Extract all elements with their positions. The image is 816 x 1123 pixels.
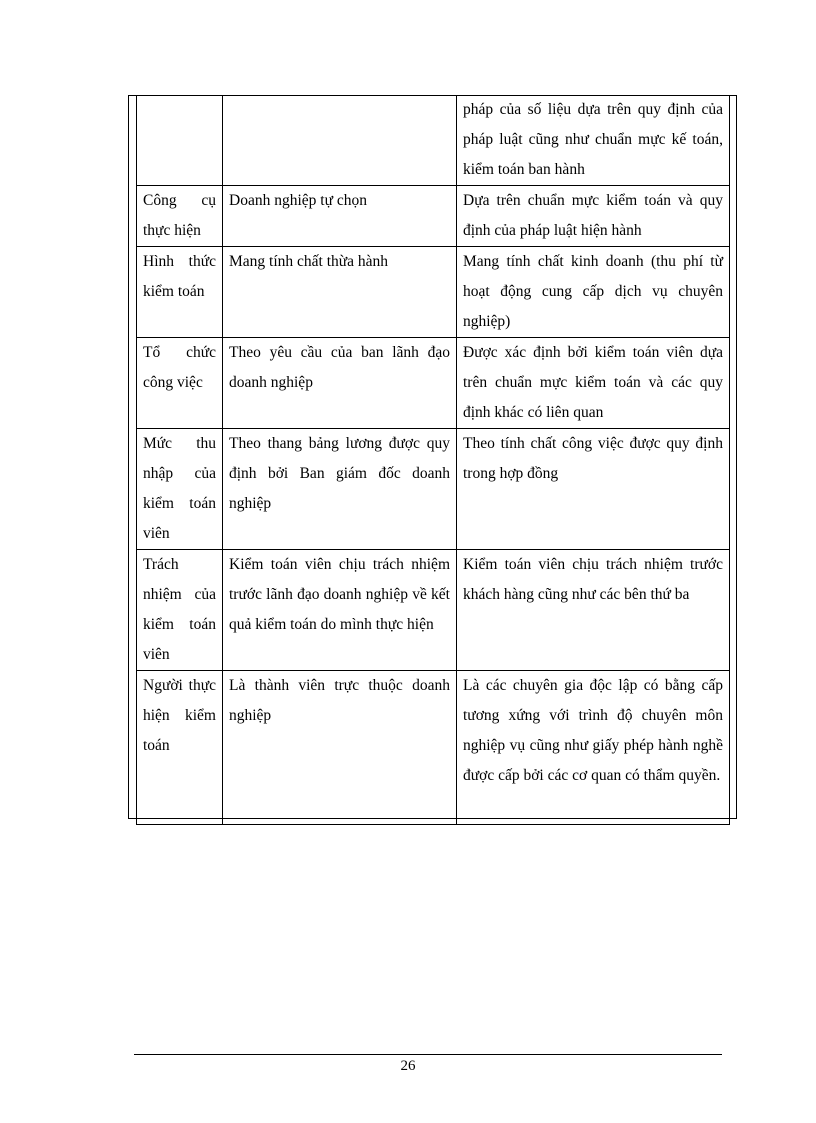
footer-divider (134, 1054, 722, 1055)
cell-independent-audit: Kiểm toán viên chịu trách nhiệm trước khách hàng cũng như các bên thứ ba (457, 550, 730, 671)
table-row (137, 247, 730, 338)
cell-independent-audit: Được xác định bởi kiểm toán viên dựa trên chuẩn mực kiểm toán và các quy định khác có liên quan (457, 338, 730, 429)
table-row (137, 429, 730, 550)
cell-criterion: Mức thu nhập của kiểm toán viên (137, 429, 223, 550)
cell-criterion: Tổ chức công việc (137, 338, 223, 429)
comparison-table (136, 95, 730, 825)
cell-internal-audit: Là thành viên trực thuộc doanh nghiệp (223, 671, 457, 825)
cell-criterion (137, 95, 223, 186)
table-row (137, 671, 730, 825)
cell-independent-audit: Mang tính chất kinh doanh (thu phí từ hoạt động cung cấp dịch vụ chuyên nghiệp) (457, 247, 730, 338)
cell-internal-audit (223, 95, 457, 186)
page-number: 26 (400, 1058, 416, 1074)
cell-independent-audit: Dựa trên chuẩn mực kiểm toán và quy định của pháp luật hiện hành (457, 186, 730, 247)
cell-independent-audit: Theo tính chất công việc được quy định trong hợp đồng (457, 429, 730, 550)
table-row (137, 95, 730, 186)
table-row (137, 186, 730, 247)
cell-internal-audit: Kiểm toán viên chịu trách nhiệm trước lãnh đạo doanh nghiệp về kết quả kiểm toán do mình thực hiện (223, 550, 457, 671)
cell-criterion: Công cụ thực hiện (137, 186, 223, 247)
table-row (137, 550, 730, 671)
table-row (137, 338, 730, 429)
cell-independent-audit: Là các chuyên gia độc lập có bằng cấp tương xứng với trình độ chuyên môn nghiệp vụ cũng như giấy phép hành nghề được cấp bởi các cơ quan có thẩm quyền. (457, 671, 730, 825)
cell-criterion: Trách nhiệm của kiểm toán viên (137, 550, 223, 671)
cell-internal-audit: Doanh nghiệp tự chọn (223, 186, 457, 247)
cell-internal-audit: Theo thang bảng lương được quy định bởi Ban giám đốc doanh nghiệp (223, 429, 457, 550)
cell-internal-audit: Mang tính chất thừa hành (223, 247, 457, 338)
cell-independent-audit: pháp của số liệu dựa trên quy định của pháp luật cũng như chuẩn mực kế toán, kiểm toán ban hành (457, 95, 730, 186)
cell-internal-audit: Theo yêu cầu của ban lãnh đạo doanh nghiệp (223, 338, 457, 429)
cell-criterion: Hình thức kiểm toán (137, 247, 223, 338)
cell-criterion: Người thực hiện kiểm toán (137, 671, 223, 825)
